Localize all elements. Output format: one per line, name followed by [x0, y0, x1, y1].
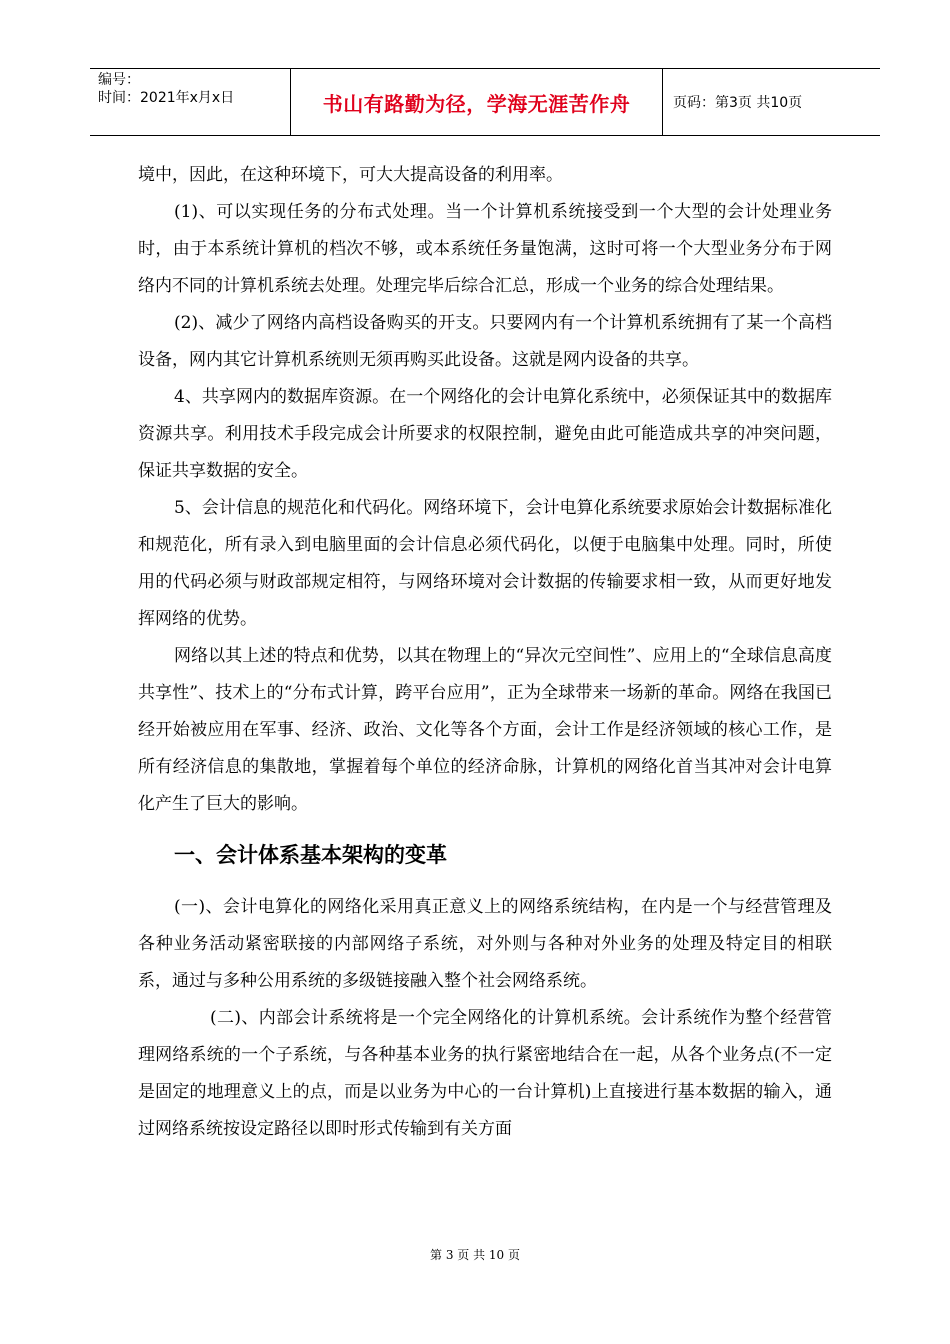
paragraph: 5、会计信息的规范化和代码化。网络环境下，会计电算化系统要求原始会计数据标准化和规范化，所有录入到电脑里面的会计信息必须代码化，以便于电脑集中处理。同时，所使用的代码必须与财政部规定相符，与网络环境对会计数据的传输要求相一致，从而更好地发挥网络的优势。 [138, 498, 832, 629]
paragraph: 4、共享网内的数据库资源。在一个网络化的会计电算化系统中，必须保证其中的数据库资源共享。利用技术手段完成会计所要求的权限控制，避免由此可能造成共享的冲突问题，保证共享数据的安全。 [138, 387, 832, 481]
paragraph: (2)、减少了网络内高档设备购买的开支。只要网内有一个计算机系统拥有了某一个高档设备，网内其它计算机系统则无须再购买此设备。这就是网内设备的共享。 [138, 313, 832, 370]
header-meta [90, 69, 291, 135]
time-label: 时间：2021年x月x日 [98, 90, 235, 106]
page-header [90, 68, 880, 136]
paragraph: (二)、内部会计系统将是一个完全网络化的计算机系统。会计系统作为整个经营管理网络系统的一个子系统，与各种基本业务的执行紧密地结合在一起，从各个业务点(不一定是固定的地理意义上的点，而是以业务为中心的一台计算机)上直接进行基本数据的输入，通过网络系统按设定路径以即时形式传输到有关方面 [138, 1008, 832, 1139]
paragraph: 网络以其上述的特点和优势，以其在物理上的“异次元空间性”、应用上的“全球信息高度共享性”、技术上的“分布式计算，跨平台应用”，正为全球带来一场新的革命。网络在我国已经开始被应用在军事、经济、政治、文化等各个方面，会计工作是经济领域的核心工作，是所有经济信息的集散地，掌握着每个单位的经济命脉，计算机的网络化首当其冲对会计电算化产生了巨大的影响。 [138, 646, 832, 814]
paragraph: 境中，因此，在这种环境下，可大大提高设备的利用率。 [138, 165, 563, 185]
header-motto: 书山有路勤为径，学海无涯苦作舟 [291, 69, 663, 135]
page-footer: 第 3 页 共 10 页 [430, 1248, 520, 1262]
section-heading: 一、会计体系基本架构的变革 [174, 843, 447, 867]
number-label: 编号： [98, 72, 140, 88]
paragraph: (一)、会计电算化的网络化采用真正意义上的网络系统结构，在内是一个与经营管理及各种业务活动紧密联接的内部网络子系统，对外则与各种对外业务的处理及特定目的相联系，通过与多种公用系统的多级链接融入整个社会网络系统。 [138, 897, 832, 991]
paragraph: (1)、可以实现任务的分布式处理。当一个计算机系统接受到一个大型的会计处理业务时，由于本系统计算机的档次不够，或本系统任务量饱满，这时可将一个大型业务分布于网络内不同的计算机系统去处理。处理完毕后综合汇总，形成一个业务的综合处理结果。 [138, 202, 832, 296]
header-page-info: 页码：第3页 共10页 [673, 95, 803, 111]
document-body [138, 157, 832, 1148]
